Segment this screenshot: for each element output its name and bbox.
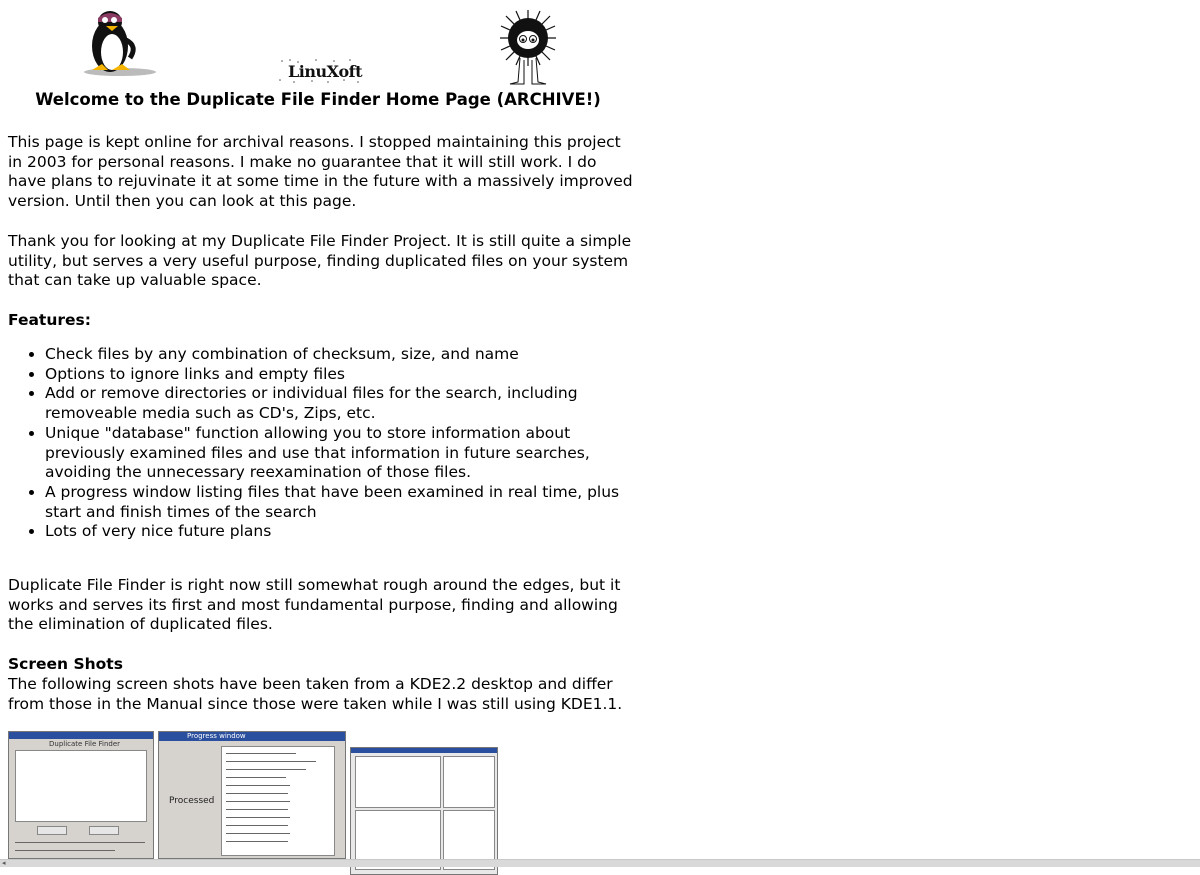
thumb-divider <box>15 850 115 851</box>
thumb-titlebar <box>351 748 497 753</box>
progress-screenshot-thumbnail[interactable] <box>158 731 346 859</box>
finder-thumb-title: Duplicate File Finder <box>49 740 121 748</box>
thumb-divider <box>15 842 145 843</box>
thumb-titlebar <box>9 732 153 739</box>
feature-item: • Add or remove directories or individual files for the search, including removeable media such as CD's, Zips, etc. <box>45 384 635 423</box>
page-content <box>8 0 636 806</box>
progress-thumb-title: Progress window <box>187 732 246 740</box>
thanks-paragraph: Thank you for looking at my Duplicate File Finder Project. It is still quite a simple utility, but serves a very useful purpose, finding duplicated files on your system that can take up valuable space. <box>8 232 632 290</box>
screenshots-description: The following screen shots have been taken from a KDE2.2 desktop and differ from those in the Manual since those were taken while I was still using KDE1.1. <box>8 675 623 713</box>
linuxoft-logo-text: LinuXoft <box>288 62 362 81</box>
results-screenshot-thumbnail[interactable] <box>350 747 498 875</box>
features-heading: Features: <box>8 311 91 329</box>
feature-item: • A progress window listing files that have been examined in real time, plus start and finish times of the search <box>45 483 635 522</box>
archive-notice-paragraph: This page is kept online for archival reasons. I stopped maintaining this project in 2003 for personal reasons. I make no guarantee that it will still work. I do have plans to rejuvinate it at some time in the future with a massively improved version. Until then you can look at this page. <box>8 133 633 211</box>
screenshots-heading: Screen Shots <box>8 655 123 673</box>
feature-item: • Unique "database" function allowing you to store information about previously examined files and use that information in future searches, avoiding the unnecessary reexamination of those files. <box>45 424 635 483</box>
tux-penguin-icon <box>78 6 162 82</box>
page-title: Welcome to the Duplicate File Finder Home Page (ARCHIVE!) <box>35 90 601 109</box>
feature-item: • Lots of very nice future plans <box>45 522 635 542</box>
finder-screenshot-thumbnail[interactable] <box>8 731 154 859</box>
results-thumb-panel <box>355 756 441 808</box>
feature-item: • Options to ignore links and empty files <box>45 365 635 385</box>
screenshot-thumbnails <box>8 731 508 859</box>
progress-thumb-file-list <box>221 746 335 856</box>
status-paragraph: Duplicate File Finder is right now still somewhat rough around the edges, but it works and serves its first and most fundamental purpose, finding and allowing the elimination of duplicated files. <box>8 576 621 634</box>
processed-label: Processed <box>169 796 215 806</box>
scroll-left-icon[interactable]: ◂ <box>2 859 6 867</box>
features-list <box>8 345 635 542</box>
urchin-mascot-icon <box>496 6 560 92</box>
results-thumb-panel <box>443 756 495 808</box>
feature-item: • Check files by any combination of checksum, size, and name <box>45 345 635 365</box>
logo-row <box>8 0 636 90</box>
finder-thumb-list <box>15 750 147 822</box>
finder-thumb-button <box>37 826 67 835</box>
finder-thumb-button <box>89 826 119 835</box>
linuxoft-logo <box>276 58 364 84</box>
